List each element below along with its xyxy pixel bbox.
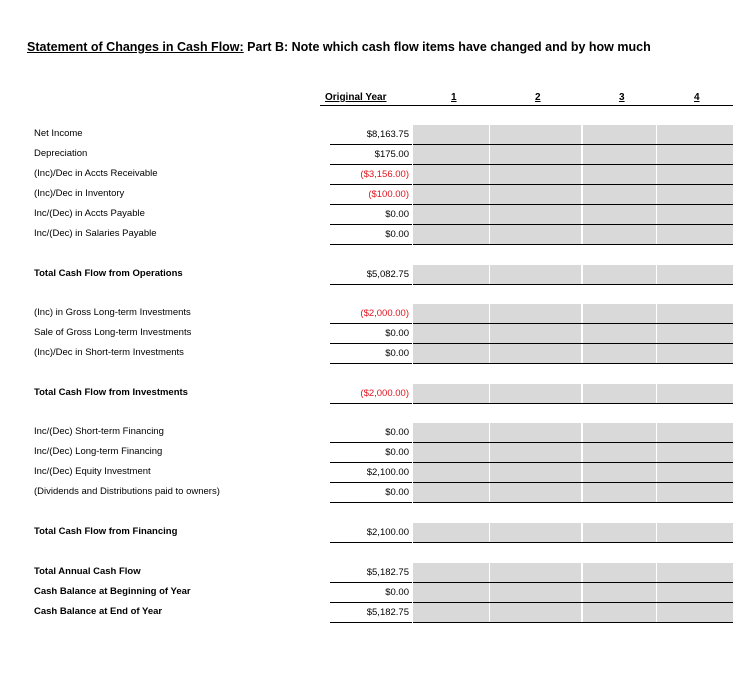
input-underline <box>413 363 733 364</box>
row-label: Inc/(Dec) Long-term Financing <box>34 446 163 457</box>
original-year-value: $0.00 <box>385 447 409 458</box>
original-year-value: ($2,000.00) <box>360 388 409 399</box>
input-cell-year-4[interactable] <box>657 603 734 622</box>
row-label: Net Income <box>34 128 83 139</box>
row-label: Total Cash Flow from Financing <box>34 526 178 537</box>
input-cell-year-4[interactable] <box>657 483 734 502</box>
input-cell-year-4[interactable] <box>657 185 734 204</box>
input-cell-year-2[interactable] <box>490 265 582 284</box>
header-col-2: 2 <box>535 92 541 103</box>
row-label: Inc/(Dec) Equity Investment <box>34 466 151 477</box>
input-cell-year-1[interactable] <box>413 523 490 542</box>
input-cell-year-4[interactable] <box>657 563 734 582</box>
original-year-value: $0.00 <box>385 587 409 598</box>
header-col-1: 1 <box>451 92 457 103</box>
title-underlined: Statement of Changes in Cash Flow: <box>27 40 244 54</box>
input-underline <box>413 502 733 503</box>
input-cell-year-2[interactable] <box>490 603 582 622</box>
input-cell-year-1[interactable] <box>413 185 490 204</box>
input-cell-year-3[interactable] <box>583 185 657 204</box>
table-row <box>0 463 739 483</box>
table-row <box>0 205 739 225</box>
input-cell-year-2[interactable] <box>490 304 582 323</box>
value-underline <box>330 244 412 245</box>
input-cell-year-3[interactable] <box>583 125 657 144</box>
input-cell-year-4[interactable] <box>657 423 734 442</box>
input-cell-year-2[interactable] <box>490 324 582 343</box>
row-label: (Inc) in Gross Long-term Investments <box>34 307 191 318</box>
input-cell-year-2[interactable] <box>490 125 582 144</box>
table-row <box>0 523 739 543</box>
input-cell-year-4[interactable] <box>657 125 734 144</box>
input-cell-year-2[interactable] <box>490 185 582 204</box>
table-row <box>0 344 739 364</box>
original-year-value: $2,100.00 <box>366 527 409 538</box>
input-cell-year-3[interactable] <box>583 563 657 582</box>
original-year-value: $5,182.75 <box>366 607 409 618</box>
input-cell-year-1[interactable] <box>413 483 490 502</box>
input-cell-year-3[interactable] <box>583 423 657 442</box>
input-underline <box>413 403 733 404</box>
table-row <box>0 423 739 443</box>
value-underline <box>330 284 412 285</box>
row-label: Cash Balance at Beginning of Year <box>34 586 191 597</box>
input-cell-year-1[interactable] <box>413 205 490 224</box>
input-cell-year-1[interactable] <box>413 324 490 343</box>
input-cell-year-1[interactable] <box>413 165 490 184</box>
input-cell-year-3[interactable] <box>583 265 657 284</box>
input-cell-year-3[interactable] <box>583 344 657 363</box>
input-cell-year-1[interactable] <box>413 443 490 462</box>
input-cell-year-1[interactable] <box>413 125 490 144</box>
input-cell-year-2[interactable] <box>490 225 582 244</box>
input-cell-year-4[interactable] <box>657 344 734 363</box>
input-cell-year-1[interactable] <box>413 145 490 164</box>
input-cell-year-4[interactable] <box>657 304 734 323</box>
input-cell-year-3[interactable] <box>583 324 657 343</box>
header-col-3: 3 <box>619 92 625 103</box>
input-cell-year-2[interactable] <box>490 205 582 224</box>
input-cell-year-4[interactable] <box>657 265 734 284</box>
input-cell-year-4[interactable] <box>657 225 734 244</box>
row-label: (Inc)/Dec in Short-term Investments <box>34 347 184 358</box>
row-label: (Inc)/Dec in Accts Receivable <box>34 168 158 179</box>
row-label: Depreciation <box>34 148 88 159</box>
value-underline <box>330 403 412 404</box>
row-label: Inc/(Dec) Short-term Financing <box>34 426 164 437</box>
page-title <box>27 40 651 54</box>
input-cell-year-3[interactable] <box>583 523 657 542</box>
value-underline <box>330 502 412 503</box>
input-cell-year-3[interactable] <box>583 304 657 323</box>
table-row <box>0 583 739 603</box>
input-cell-year-3[interactable] <box>583 205 657 224</box>
input-cell-year-3[interactable] <box>583 384 657 403</box>
input-cell-year-1[interactable] <box>413 225 490 244</box>
input-cell-year-4[interactable] <box>657 583 734 602</box>
original-year-value: $0.00 <box>385 487 409 498</box>
original-year-value: $2,100.00 <box>366 467 409 478</box>
input-cell-year-2[interactable] <box>490 583 582 602</box>
input-cell-year-4[interactable] <box>657 443 734 462</box>
input-cell-year-4[interactable] <box>657 523 734 542</box>
input-cell-year-2[interactable] <box>490 443 582 462</box>
row-label: Sale of Gross Long-term Investments <box>34 327 192 338</box>
input-cell-year-4[interactable] <box>657 463 734 482</box>
original-year-value: ($100.00) <box>368 189 409 200</box>
input-cell-year-1[interactable] <box>413 463 490 482</box>
table-row <box>0 185 739 205</box>
input-underline <box>413 244 733 245</box>
value-underline <box>330 542 412 543</box>
original-year-value: $175.00 <box>374 149 409 160</box>
input-cell-year-1[interactable] <box>413 603 490 622</box>
input-underline <box>413 542 733 543</box>
input-cell-year-1[interactable] <box>413 265 490 284</box>
table-row <box>0 145 739 165</box>
input-cell-year-4[interactable] <box>657 145 734 164</box>
table-row <box>0 384 739 404</box>
input-cell-year-1[interactable] <box>413 563 490 582</box>
original-year-value: $0.00 <box>385 348 409 359</box>
value-underline <box>330 622 412 623</box>
table-row <box>0 603 739 623</box>
title-rest: Part B: Note which cash flow items have changed and by how much <box>243 40 651 54</box>
input-cell-year-4[interactable] <box>657 384 734 403</box>
input-cell-year-3[interactable] <box>583 583 657 602</box>
input-cell-year-3[interactable] <box>583 483 657 502</box>
original-year-value: ($3,156.00) <box>360 169 409 180</box>
input-cell-year-1[interactable] <box>413 304 490 323</box>
input-cell-year-2[interactable] <box>490 344 582 363</box>
input-cell-year-2[interactable] <box>490 145 582 164</box>
row-label: Total Cash Flow from Operations <box>34 268 183 279</box>
input-cell-year-2[interactable] <box>490 165 582 184</box>
original-year-value: $0.00 <box>385 328 409 339</box>
input-cell-year-1[interactable] <box>413 583 490 602</box>
row-label: Inc/(Dec) in Salaries Payable <box>34 228 157 239</box>
input-cell-year-3[interactable] <box>583 443 657 462</box>
header-original-year: Original Year <box>325 92 387 103</box>
input-cell-year-3[interactable] <box>583 463 657 482</box>
original-year-value: ($2,000.00) <box>360 308 409 319</box>
row-label: (Dividends and Distributions paid to owners) <box>34 486 220 497</box>
header-col-4: 4 <box>694 92 700 103</box>
input-cell-year-1[interactable] <box>413 384 490 403</box>
row-label: Total Cash Flow from Investments <box>34 387 188 398</box>
header-underline <box>320 105 733 106</box>
table-row <box>0 483 739 503</box>
input-cell-year-2[interactable] <box>490 423 582 442</box>
input-cell-year-4[interactable] <box>657 205 734 224</box>
original-year-value: $0.00 <box>385 229 409 240</box>
row-label: Inc/(Dec) in Accts Payable <box>34 208 145 219</box>
input-cell-year-3[interactable] <box>583 603 657 622</box>
row-label: Total Annual Cash Flow <box>34 566 141 577</box>
input-cell-year-3[interactable] <box>583 165 657 184</box>
table-row <box>0 125 739 145</box>
original-year-value: $8,163.75 <box>366 129 409 140</box>
original-year-value: $0.00 <box>385 209 409 220</box>
input-cell-year-2[interactable] <box>490 463 582 482</box>
table-row <box>0 443 739 463</box>
input-cell-year-2[interactable] <box>490 523 582 542</box>
table-row <box>0 304 739 324</box>
input-underline <box>413 284 733 285</box>
input-cell-year-2[interactable] <box>490 483 582 502</box>
input-cell-year-3[interactable] <box>583 145 657 164</box>
input-cell-year-4[interactable] <box>657 324 734 343</box>
input-cell-year-1[interactable] <box>413 423 490 442</box>
table-row <box>0 265 739 285</box>
original-year-value: $0.00 <box>385 427 409 438</box>
original-year-value: $5,182.75 <box>366 567 409 578</box>
input-cell-year-2[interactable] <box>490 563 582 582</box>
original-year-value: $5,082.75 <box>366 269 409 280</box>
input-underline <box>413 622 733 623</box>
row-label: Cash Balance at End of Year <box>34 606 163 617</box>
table-row <box>0 225 739 245</box>
input-cell-year-3[interactable] <box>583 225 657 244</box>
table-row <box>0 563 739 583</box>
input-cell-year-2[interactable] <box>490 384 582 403</box>
value-underline <box>330 363 412 364</box>
table-row <box>0 324 739 344</box>
row-label: (Inc)/Dec in Inventory <box>34 188 125 199</box>
table-row <box>0 165 739 185</box>
input-cell-year-4[interactable] <box>657 165 734 184</box>
input-cell-year-1[interactable] <box>413 344 490 363</box>
